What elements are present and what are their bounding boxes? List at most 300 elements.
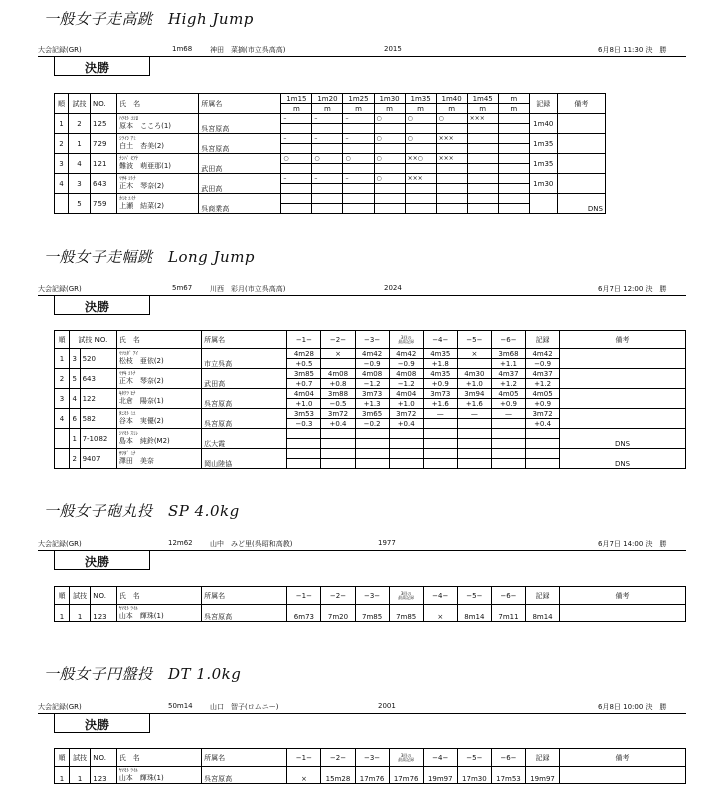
wind-cell: +1.6 (457, 399, 491, 409)
team-cell: 武田高 (202, 369, 287, 389)
wind-cell: +0.4 (526, 419, 560, 429)
table-row (55, 174, 606, 184)
attempt-cell-blank (405, 184, 436, 194)
col-rank: 順 (55, 749, 70, 767)
col-order: 試技 (69, 749, 90, 767)
attempt-cell: – (312, 134, 343, 144)
attempt-cell-blank (405, 164, 436, 174)
rank-cell: 1 (55, 605, 70, 622)
attempt-cell-blank (312, 204, 343, 214)
col-order (69, 331, 116, 349)
col-trial: −3− (355, 587, 389, 605)
note-cell (557, 174, 605, 194)
attempt-cell-blank (281, 184, 312, 194)
mark-cell (526, 429, 560, 439)
attempt-cell: ××× (467, 114, 498, 124)
team-cell: 呉商業高 (199, 194, 281, 214)
record-label: 大会記録(GR) (38, 285, 82, 293)
attempt-cell: ××○ (405, 154, 436, 164)
wind-cell: +1.1 (491, 359, 525, 369)
attempt-cell (467, 174, 498, 184)
bib-cell: 123 (91, 605, 117, 622)
bib-cell: 520 (80, 349, 116, 369)
table-row (55, 114, 606, 124)
wind-cell: +1.0 (287, 399, 321, 409)
table-row (55, 349, 686, 359)
dt-round-box (54, 714, 150, 733)
mark-cell: 3m85 (287, 369, 321, 379)
table-row (55, 605, 686, 622)
attempt-cell (498, 114, 529, 124)
attempt-cell: ○ (374, 134, 405, 144)
col-trial: −1− (287, 749, 321, 767)
order-cell: 1 (69, 605, 90, 622)
attempt-cell: – (312, 174, 343, 184)
attempt-cell-blank (312, 184, 343, 194)
mark-cell: 3m65 (355, 409, 389, 419)
bib-cell: 9407 (80, 449, 116, 469)
hj-round-box (54, 57, 150, 76)
team-cell: 岡山陸協 (202, 449, 287, 469)
name-kana: ｶﾐｾ ﾕｲﾅ (119, 196, 136, 202)
wind-cell (457, 459, 491, 469)
mark-cell (491, 449, 525, 459)
wind-cell: +1.6 (423, 399, 457, 409)
name-cell (116, 767, 201, 784)
col-height: 1m40 (436, 94, 467, 104)
team-cell: 広大霞 (202, 429, 287, 449)
name-text: 正木 琴奈(2) (118, 377, 164, 385)
attempt-cell (436, 194, 467, 204)
wind-cell (491, 419, 525, 429)
name-kana: ﾊﾗﾓﾄ ｺｺﾛ (119, 116, 139, 122)
wind-cell (457, 419, 491, 429)
bib-cell: 582 (80, 409, 116, 429)
bib-cell: 643 (91, 174, 117, 194)
col-no-label: NO. (94, 335, 108, 344)
hj-record-line (38, 43, 686, 57)
record-holder: 山中 みど里(呉昭和高教) (210, 540, 293, 548)
attempt-cell-blank (405, 124, 436, 134)
record-holder: 山口 智子(ロムニー) (210, 703, 279, 711)
attempt-cell (498, 194, 529, 204)
unit: m (281, 104, 312, 114)
wind-cell (389, 459, 423, 469)
name-text: 島本 純鈴(M2) (118, 437, 170, 445)
name-cell (117, 194, 199, 214)
wind-cell: +0.8 (321, 379, 355, 389)
attempt-cell-blank (436, 124, 467, 134)
mark-cell (423, 449, 457, 459)
wind-cell: −0.9 (355, 359, 389, 369)
mark-cell: 17m76 (389, 767, 423, 784)
col-record: 記録 (526, 587, 560, 605)
name-kana: ﾏｻｷ ｺﾄﾅ (118, 371, 136, 377)
col-note: 備考 (560, 587, 686, 605)
round-label: 決勝 (85, 61, 110, 75)
mark-cell: 3m72 (389, 409, 423, 419)
sp-title: 一般女子砲丸投 SP 4.0kg (44, 502, 240, 520)
table-row (55, 409, 686, 419)
name-text: 松枝 亜依(2) (118, 357, 164, 365)
name-text: 谷本 実優(2) (118, 417, 164, 425)
order-cell: 3 (69, 349, 80, 369)
wind-cell (457, 439, 491, 449)
attempt-cell: – (281, 114, 312, 124)
mark-cell: 3m73 (355, 389, 389, 399)
attempt-cell-blank (467, 144, 498, 154)
round-label: 決勝 (85, 555, 110, 569)
note-cell (560, 389, 686, 409)
col-no: NO. (91, 587, 117, 605)
col-trial: −5− (457, 749, 491, 767)
record-mark: 1m68 (172, 45, 193, 53)
mark-cell: 4m42 (389, 349, 423, 359)
col-trial: −4− (423, 749, 457, 767)
mark-cell: 3m94 (457, 389, 491, 399)
mark-cell: × (457, 349, 491, 359)
attempt-cell (281, 194, 312, 204)
attempt-cell-blank (498, 204, 529, 214)
col-trial: −4− (423, 331, 457, 349)
attempt-cell: ○ (374, 174, 405, 184)
wind-cell (321, 359, 355, 369)
unit: m (498, 104, 529, 114)
record-cell: 1m35 (529, 154, 557, 174)
mark-cell: 4m08 (389, 369, 423, 379)
attempt-cell-blank (467, 124, 498, 134)
unit: m (405, 104, 436, 114)
name-cell (116, 409, 201, 429)
col-team: 所属名 (202, 587, 287, 605)
wind-cell: +0.4 (389, 419, 423, 429)
unit: m (312, 104, 343, 114)
mark-cell (321, 429, 355, 439)
attempt-cell: – (343, 174, 374, 184)
mark-cell: 3m72 (526, 409, 560, 419)
bib-cell: 729 (91, 134, 117, 154)
attempt-cell: ○ (343, 154, 374, 164)
col-trial: −2− (321, 749, 355, 767)
wind-cell: +0.9 (526, 399, 560, 409)
col-order: 試技 (69, 587, 90, 605)
record-label: 大会記録(GR) (38, 46, 82, 54)
attempt-cell (312, 194, 343, 204)
record-year: 1977 (378, 539, 396, 547)
mark-cell: 4m28 (287, 349, 321, 359)
attempt-cell-blank (281, 124, 312, 134)
lj-results-table (54, 330, 686, 469)
mark-cell: 17m53 (491, 767, 525, 784)
mark-cell (389, 429, 423, 439)
record-datetime: 6月8日 10:00 決 勝 (598, 703, 667, 711)
col-name: 氏 名 (116, 331, 201, 349)
table-row (55, 154, 606, 164)
lj-record-line (38, 282, 686, 296)
mark-cell: 7m85 (355, 605, 389, 622)
bib-cell: 7-1082 (80, 429, 116, 449)
wind-cell: +0.5 (287, 359, 321, 369)
bib-cell: 759 (91, 194, 117, 214)
team-cell: 呉宮原高 (199, 114, 281, 134)
team-cell: 呉宮原高 (202, 409, 287, 429)
name-kana: ﾅﾝﾊﾞ ﾓｱﾅ (119, 156, 139, 162)
note-cell (560, 369, 686, 389)
col-height: 1m45 (467, 94, 498, 104)
mark-cell (287, 429, 321, 439)
mark-cell: 4m04 (389, 389, 423, 399)
mark-cell: 3m68 (491, 349, 525, 359)
col-trial: −3− (355, 749, 389, 767)
name-text: 北倉 陽奈(1) (118, 397, 164, 405)
attempt-cell-blank (498, 164, 529, 174)
attempt-cell-blank (343, 144, 374, 154)
order-cell: 4 (69, 154, 91, 174)
attempt-cell (498, 134, 529, 144)
attempt-cell-blank (343, 184, 374, 194)
attempt-cell: – (281, 174, 312, 184)
wind-cell: −0.2 (355, 419, 389, 429)
mark-cell: 4m35 (423, 369, 457, 379)
name-kana: ｼﾏﾓﾄ ｽﾐﾚ (118, 431, 138, 437)
col-height: 1m20 (312, 94, 343, 104)
wind-cell: +1.2 (491, 379, 525, 389)
order-cell: 5 (69, 369, 80, 389)
record-year: 2024 (384, 284, 402, 292)
record-mark: 12m62 (168, 539, 193, 547)
mark-cell: 19m97 (526, 767, 560, 784)
team-cell: 呉宮原高 (202, 767, 287, 784)
mark-cell (389, 449, 423, 459)
attempt-cell (498, 174, 529, 184)
rank-cell: 4 (55, 174, 69, 194)
col-team: 所属名 (199, 94, 281, 114)
name-cell (116, 349, 201, 369)
team-cell: 市立呉高 (202, 349, 287, 369)
best3-label: 最高記録 (398, 338, 415, 344)
wind-cell: −1.2 (389, 379, 423, 389)
col-trial: −1− (287, 587, 321, 605)
table-header-row (55, 749, 686, 767)
best3-label: 3回の (400, 590, 412, 596)
attempt-cell-blank (374, 184, 405, 194)
name-cell (116, 369, 201, 389)
mark-cell: 4m42 (355, 349, 389, 359)
rank-cell: 4 (55, 409, 70, 429)
name-cell (117, 114, 199, 134)
col-rank: 順 (55, 94, 69, 114)
attempt-cell-blank (281, 144, 312, 154)
name-text: 山本 輝珠(1) (118, 611, 164, 620)
col-order-label: 試技 (78, 335, 93, 344)
attempt-cell-blank (343, 204, 374, 214)
col-no: NO. (91, 94, 117, 114)
attempt-cell (498, 154, 529, 164)
col-note: 備考 (560, 749, 686, 767)
table-row (55, 369, 686, 379)
col-height: 1m35 (405, 94, 436, 104)
rank-cell: 2 (55, 134, 69, 154)
attempt-cell-blank (467, 164, 498, 174)
attempt-cell-blank (343, 164, 374, 174)
wind-cell (491, 459, 525, 469)
mark-cell: — (491, 409, 525, 419)
mark-cell: 3m73 (423, 389, 457, 399)
mark-cell: 7m85 (389, 605, 423, 622)
attempt-cell (343, 194, 374, 204)
best3-label: 最高記録 (398, 594, 415, 600)
best3-label: 3回の (400, 752, 412, 758)
mark-cell (457, 429, 491, 439)
record-cell: 1m30 (529, 174, 557, 194)
col-order: 試技 (69, 94, 91, 114)
record-year: 2015 (384, 45, 402, 53)
name-kana: ｼﾗｲｼ ｱﾐ (119, 136, 136, 142)
order-cell: 1 (69, 767, 90, 784)
mark-cell (355, 449, 389, 459)
col-name: 氏 名 (116, 749, 201, 767)
sp-record-line (38, 537, 686, 551)
wind-cell (389, 439, 423, 449)
col-record: 記録 (529, 94, 557, 114)
sp-results-table (54, 586, 686, 622)
mark-cell: 6m73 (287, 605, 321, 622)
record-datetime: 6月7日 12:00 決 勝 (598, 285, 667, 293)
mark-cell: 4m37 (526, 369, 560, 379)
mark-cell: 8m14 (526, 605, 560, 622)
record-holder: 川西 彩月(市立呉高高) (210, 285, 286, 293)
attempt-cell (405, 194, 436, 204)
hj-results-table (54, 93, 606, 214)
round-label: 決勝 (85, 300, 110, 314)
attempt-cell-blank (374, 164, 405, 174)
order-cell: 4 (69, 389, 80, 409)
col-height: m (498, 94, 529, 104)
best3-label: 3回の (400, 334, 412, 340)
rank-cell: 1 (55, 767, 70, 784)
table-row (55, 449, 686, 459)
name-cell (116, 605, 201, 622)
attempt-cell: ○ (374, 154, 405, 164)
rank-cell (55, 429, 70, 449)
col-height: 1m15 (281, 94, 312, 104)
order-cell: 3 (69, 174, 91, 194)
rank-cell (55, 194, 69, 214)
attempt-cell-blank (374, 204, 405, 214)
attempt-cell: ○ (281, 154, 312, 164)
team-cell: 呉宮原高 (202, 605, 287, 622)
mark-cell: 3m53 (287, 409, 321, 419)
record-cell: 1m40 (529, 114, 557, 134)
record-mark: 50m14 (168, 702, 193, 710)
wind-cell: −0.5 (321, 399, 355, 409)
bib-cell: 123 (91, 767, 117, 784)
col-name: 氏 名 (117, 94, 199, 114)
bib-cell: 125 (91, 114, 117, 134)
table-row (55, 429, 686, 439)
attempt-cell: – (343, 114, 374, 124)
round-label: 決勝 (85, 718, 110, 732)
col-record: 記録 (526, 749, 560, 767)
note-cell (557, 134, 605, 154)
col-best3 (389, 749, 423, 767)
col-no: NO. (91, 749, 117, 767)
mark-cell (526, 449, 560, 459)
mark-cell (355, 429, 389, 439)
attempt-cell-blank (498, 144, 529, 154)
mark-cell: 3m88 (321, 389, 355, 399)
wind-cell: −0.3 (287, 419, 321, 429)
rank-cell: 3 (55, 154, 69, 174)
sp-round-box (54, 551, 150, 570)
hj-title: 一般女子走高跳 High Jump (44, 10, 254, 28)
mark-cell: 4m04 (287, 389, 321, 399)
rank-cell: 1 (55, 349, 70, 369)
table-header-row (55, 331, 686, 349)
attempt-cell: ○ (405, 134, 436, 144)
dt-results-table (54, 748, 686, 784)
wind-cell (287, 439, 321, 449)
record-cell: 1m35 (529, 134, 557, 154)
col-team: 所属名 (202, 331, 287, 349)
name-kana: ｻﾜﾀﾞ ﾐﾅ (118, 451, 136, 457)
mark-cell: 7m20 (321, 605, 355, 622)
wind-cell: +0.4 (321, 419, 355, 429)
col-rank: 順 (55, 587, 70, 605)
note-cell (560, 767, 686, 784)
name-cell (116, 389, 201, 409)
name-cell (117, 134, 199, 154)
name-text: 原本 こころ(1) (119, 122, 172, 130)
wind-cell (457, 359, 491, 369)
wind-cell: +0.9 (491, 399, 525, 409)
name-kana: ｷﾀｸﾗ ﾋﾅ (118, 391, 136, 397)
mark-cell: 7m11 (491, 605, 525, 622)
wind-cell: +1.0 (389, 399, 423, 409)
attempt-cell-blank (467, 204, 498, 214)
wind-cell: +1.0 (457, 379, 491, 389)
team-cell: 呉宮原高 (202, 389, 287, 409)
mark-cell: × (423, 605, 457, 622)
table-row (55, 389, 686, 399)
col-height: 1m25 (343, 94, 374, 104)
attempt-cell: – (312, 114, 343, 124)
mark-cell: — (457, 409, 491, 419)
mark-cell (491, 429, 525, 439)
order-cell: 5 (69, 194, 91, 214)
attempt-cell-blank (436, 204, 467, 214)
wind-cell (321, 459, 355, 469)
mark-cell: 19m97 (423, 767, 457, 784)
rank-cell (55, 449, 70, 469)
wind-cell (423, 459, 457, 469)
col-trial: −5− (457, 587, 491, 605)
team-cell: 武田高 (199, 174, 281, 194)
attempt-cell-blank (281, 164, 312, 174)
table-row (55, 194, 606, 204)
attempt-cell-blank (281, 204, 312, 214)
attempt-cell (467, 194, 498, 204)
wind-cell (321, 439, 355, 449)
lj-title: 一般女子走幅跳 Long Jump (44, 248, 256, 266)
mark-cell (457, 449, 491, 459)
record-year: 2001 (378, 702, 396, 710)
attempt-cell: ○ (374, 114, 405, 124)
name-kana: ﾀﾆﾓﾄ ﾐﾕ (118, 411, 136, 417)
attempt-cell-blank (498, 124, 529, 134)
col-trial: −1− (287, 331, 321, 349)
wind-cell (423, 439, 457, 449)
